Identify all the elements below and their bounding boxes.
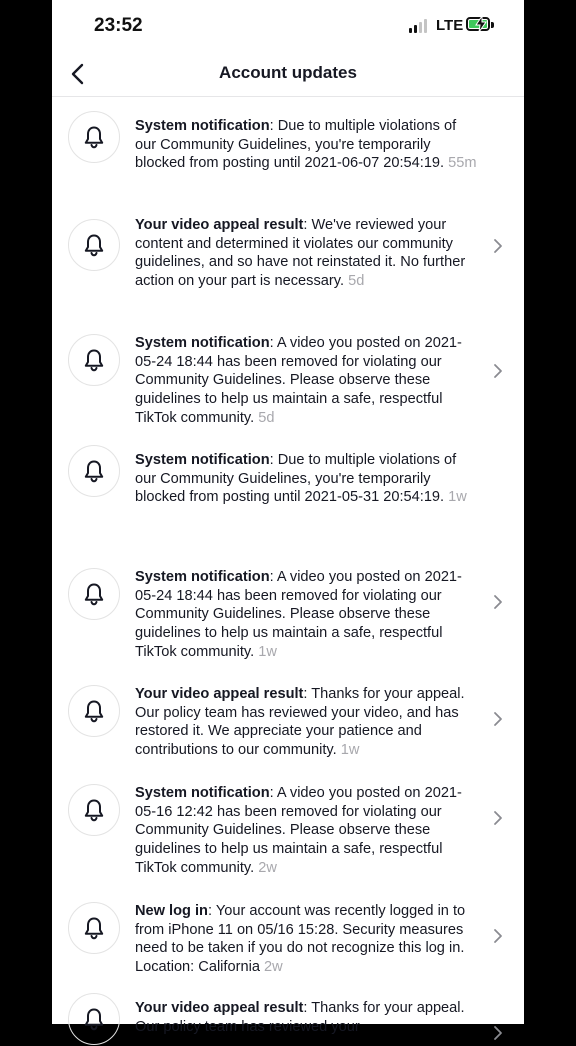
battery-tip [491,22,494,28]
notification-item[interactable] [52,431,524,548]
bell-icon [68,111,120,163]
signal-icon [409,19,431,33]
chevron-right-icon[interactable] [492,928,504,944]
notification-text [135,117,480,173]
notification-title: Your video appeal result [135,217,304,233]
notification-time: 5d [258,409,275,426]
notification-item[interactable] [52,764,524,882]
notification-body: : Due to multiple violations of our Community Guidelines, you're temporarily blocked from posting until 2021-06-07 20:54:19. [135,118,457,172]
notification-title: System notification [135,569,270,585]
notification-time: 2w [258,859,277,876]
notification-body: : A video you posted on 2021-05-16 12:42 has been removed for violating our Community Guidelines. Please observe these guidelines to help us maintain a safe, respectful TikTok community. [135,785,462,876]
notification-body: : Thanks for your appeal. Our policy team has reviewed your [135,1000,465,1035]
notification-text [135,334,480,428]
notification-body: : A video you posted on 2021-05-24 18:44 has been removed for violating our Community Guidelines. Please observe these guidelines to help us maintain a safe, respectful TikTok community. [135,569,462,660]
charging-bolt-icon [476,16,486,32]
notification-time: 1w [340,742,360,759]
notification-time: 55m [448,155,477,172]
chevron-right-icon[interactable] [492,363,504,379]
notification-item[interactable] [52,882,524,979]
notification-body: : A video you posted on 2021-05-24 18:44 has been removed for violating our Community Guidelines. Please observe these guidelines to help us maintain a safe, respectful TikTok community. [135,335,462,426]
chevron-right-icon[interactable] [492,810,504,826]
bell-icon [68,334,120,386]
bell-icon [68,568,120,620]
notification-text [135,451,480,507]
nav-header [52,52,524,97]
status-bar [52,0,524,52]
notification-title: System notification [135,118,270,134]
notification-item[interactable] [52,548,524,665]
chevron-right-icon[interactable] [492,711,504,727]
chevron-right-icon[interactable] [492,238,504,254]
bell-icon [68,993,120,1045]
notification-item[interactable] [52,979,524,1039]
notification-item[interactable] [52,97,524,196]
chevron-right-icon[interactable] [492,594,504,610]
bell-icon [68,685,120,737]
notification-text [135,902,480,977]
notification-time: 1w [258,643,277,660]
notification-title: System notification [135,785,270,801]
notification-title: System notification [135,335,270,351]
notification-text [135,784,480,878]
notification-body: : We've reviewed your content and determined it violates our community guidelines, and so have not reinstated it. No further action on your part is necessary. [135,217,466,290]
notification-time: 1w [448,489,467,506]
notification-body: : Your account was recently logged in to from iPhone 11 on 05/16 15:28. Security measures need to be taken if you do not recognize this log in. Location: California [135,903,466,976]
notification-text [135,568,480,662]
notification-text [135,216,480,291]
phone-screen [52,0,524,1035]
page-title: Account updates [219,63,357,82]
bell-icon [68,902,120,954]
notification-title: System notification [135,452,270,468]
notification-title: New log in [135,903,208,919]
bell-icon [68,219,120,271]
notification-text [135,685,480,760]
notification-item[interactable] [52,314,524,431]
notification-item[interactable] [52,665,524,764]
network-label: LTE [436,17,464,34]
notification-time: 2w [264,959,283,976]
notification-title: Your video appeal result [135,1000,304,1016]
notification-body: : Due to multiple violations of our Community Guidelines, you're temporarily blocked from posting until 2021-05-31 20:54:19. [135,452,457,506]
notification-item[interactable] [52,196,524,314]
bell-icon [68,784,120,836]
notification-text [135,999,480,1036]
chevron-right-icon[interactable] [492,1025,504,1041]
notification-body: : Thanks for your appeal. Our policy team has reviewed your video, and has restored it. We appreciate your patience and contributions to our community. [135,686,465,759]
status-time: 23:52 [94,15,143,36]
notification-title: Your video appeal result [135,686,304,702]
bell-icon [68,445,120,497]
notification-time: 5d [348,273,365,290]
